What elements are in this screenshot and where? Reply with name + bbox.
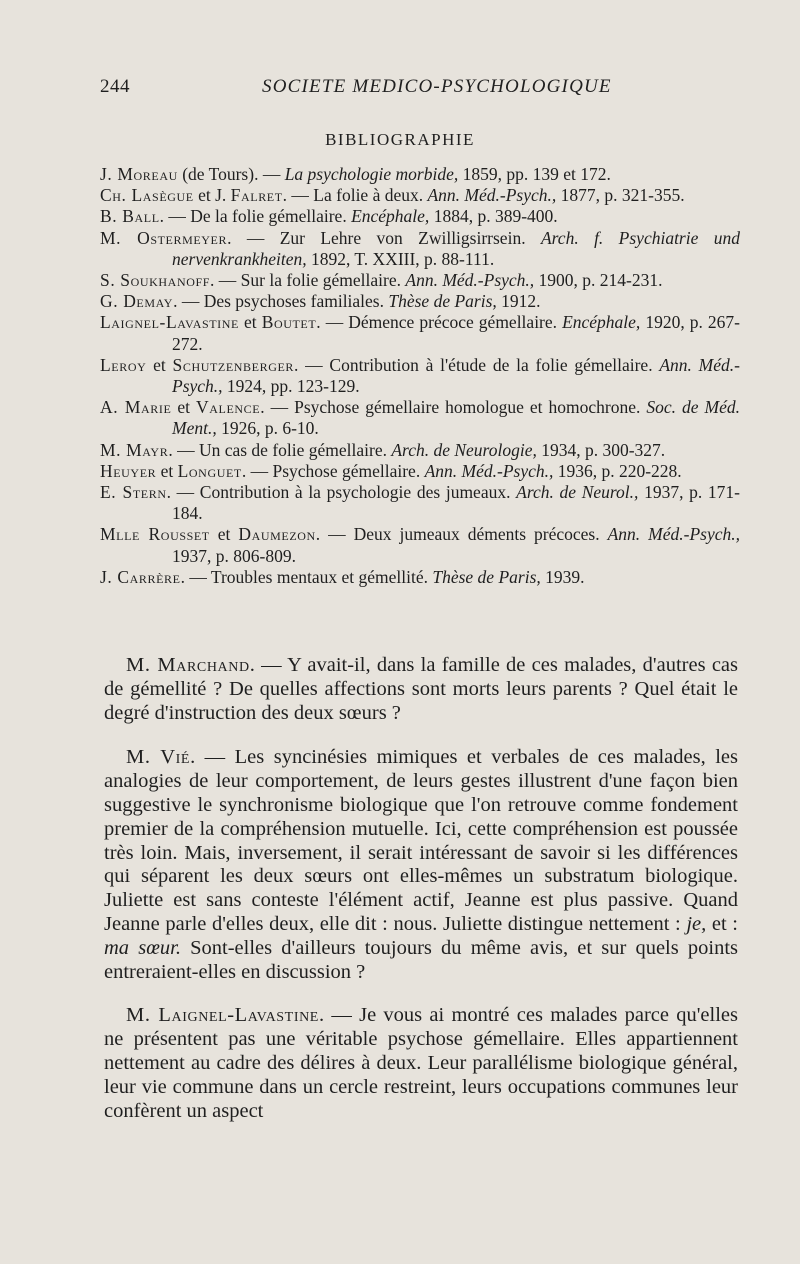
paragraph-text: et : — [706, 912, 738, 935]
entry-author: G. Demay — [100, 291, 174, 312]
entry-source-title: Ann. Méd.-Psych., — [427, 185, 557, 206]
entry-text: . — Des psychoses familiales. — [173, 291, 389, 312]
entry-source-title: Arch. de Neurologie, — [391, 439, 537, 460]
entry-author: Mlle Rousset — [100, 524, 210, 545]
bibliography-list — [100, 164, 740, 588]
entry-coauthor: Daumezon — [238, 524, 316, 545]
entry-details: 1920, p. 267-272. — [172, 312, 740, 354]
entry-text: . — Démence précoce gémellaire. — [316, 312, 563, 333]
discussion-paragraph — [104, 654, 738, 725]
entry-details: 1900, p. 214-231. — [534, 270, 663, 291]
entry-text: . — Deux jumeaux déments précoces. — [315, 524, 608, 545]
entry-coauthor: Falret — [230, 185, 283, 206]
entry-details: 1937, p. 806-809. — [172, 545, 296, 566]
bibliography-entry — [100, 567, 740, 588]
entry-author: A. Marie — [100, 397, 172, 418]
emphasis-text: je, — [686, 912, 707, 935]
emphasis-text: ma sœur. — [104, 936, 181, 959]
entry-text: et J. — [193, 185, 231, 206]
entry-details: 1934, p. 300-327. — [536, 439, 666, 460]
entry-author: J. Moreau — [100, 164, 178, 184]
paragraph-text: . — Les syncinésies mimiques et verbales de ces malades, les analogies de leur comportement, de leurs gestes illustrent d'une façon bien suggestive le synchronisme biologique que l'on retrouve comme fondement premier de la compréhension mutuelle. Ici, cette compréhension est poussée très loin. Mais, inversement, il serait intéressant de savoir si les différences qui séparent les deux sœurs ont elles-mêmes un substratum biologique. Juliette est sans conteste l'élément actif, Jeanne est plus passive. Quand Jeanne parle d'elles deux, elle dit : nous. Juliette distingue nettement : — [104, 746, 738, 935]
entry-source-title: Ann. Méd.-Psych., — [172, 354, 740, 397]
discussion-paragraph — [104, 746, 738, 984]
page-number: 244 — [100, 76, 130, 97]
entry-details: 1924, pp. 123-129. — [222, 376, 360, 397]
entry-author: B. Ball — [100, 206, 160, 227]
bibliography-entry — [100, 270, 740, 291]
entry-author: Leroy — [100, 354, 147, 375]
entry-text: . — La folie à deux. — [282, 185, 428, 206]
entry-author: S. Soukhanoff — [100, 270, 211, 291]
entry-author: E. Stern — [100, 482, 167, 503]
running-title: SOCIETE MEDICO-PSYCHOLOGIQUE — [262, 76, 612, 97]
bibliography-entry — [100, 164, 740, 185]
entry-source-title: Encéphale, — [351, 206, 430, 227]
bibliography-entry — [100, 312, 740, 354]
entry-details: 1877, p. 321-355. — [556, 185, 685, 206]
entry-text: . — Psychose gémellaire. — [241, 460, 425, 481]
entry-coauthor: Schutzenberger — [172, 354, 294, 375]
entry-coauthor: Longuet — [177, 460, 242, 481]
discussion-text — [104, 654, 738, 1143]
entry-text: et — [146, 354, 173, 375]
entry-source-title: Soc. de Méd. Ment., — [172, 397, 740, 439]
entry-details: 1926, p. 6-10. — [216, 418, 319, 439]
entry-text: . — Contribution à l'étude de la folie gémellaire. — [294, 354, 660, 375]
entry-author: Heuyer — [100, 460, 157, 481]
entry-coauthor: Valence — [196, 397, 261, 418]
bibliography-entry — [100, 355, 740, 397]
entry-details: 1884, p. 389-400. — [429, 206, 558, 227]
bibliography-entry — [100, 228, 740, 270]
entry-source-title: Encéphale, — [562, 312, 641, 333]
entry-source-title: Thèse de Paris, — [432, 566, 541, 587]
entry-details: 1936, p. 220-228. — [553, 460, 682, 481]
bibliography-entry — [100, 440, 740, 461]
entry-author: Ch. Lasègue — [100, 185, 194, 206]
entry-details: 1939. — [540, 566, 585, 587]
entry-text: (de Tours). — — [177, 164, 285, 184]
entry-details: 1892, T. XXIII, p. 88-111. — [306, 248, 495, 269]
entry-source-title: Ann. Méd.-Psych., — [607, 524, 740, 545]
bibliography-entry — [100, 482, 740, 524]
entry-coauthor: Boutet — [261, 312, 317, 333]
entry-author: J. Carrère — [100, 566, 181, 587]
page-header — [100, 76, 740, 100]
entry-text: . — Sur la folie gémellaire. — [210, 270, 406, 291]
entry-author: Laignel-Lavastine — [100, 312, 239, 333]
paragraph-text: . — Je vous ai montré ces malades parce qu'elles ne présentent pas une véritable psychose gémellaire. Elles appartiennent nettement au cadre des délires à deux. Leur parallélisme biologique général, leur vie commune dans un cercle restreint, leurs occupations communes leur confèrent un aspect — [104, 1004, 738, 1122]
entry-text: et — [238, 312, 262, 333]
entry-details: 1859, pp. 139 et 172. — [458, 164, 611, 184]
entry-author: M. Mayr — [100, 439, 169, 460]
bibliography-entry — [100, 206, 740, 227]
speaker-name: M. Laignel-Lavastine — [126, 1004, 319, 1027]
bibliography-entry — [100, 291, 740, 312]
bibliography-entry — [100, 524, 740, 566]
bibliography-entry — [100, 185, 740, 206]
paragraph-text: Sont-elles d'ailleurs toujours du même avis, et sur quels points entreraient-elles en discussion ? — [104, 936, 738, 983]
entry-text: . — Zur Lehre von Zwilligsirrsein. — [227, 227, 541, 248]
speaker-name: M. Vié — [126, 746, 191, 769]
entry-details: 1937, p. 171-184. — [172, 482, 740, 524]
entry-source-title: Ann. Méd.-Psych., — [424, 460, 554, 481]
section-title: BIBLIOGRAPHIE — [325, 130, 475, 149]
entry-source-title: Ann. Méd.-Psych., — [405, 270, 535, 291]
entry-source-title: Arch. de Neurol., — [516, 482, 639, 503]
entry-text: . — Contribution à la psychologie des jumeaux. — [166, 482, 517, 503]
entry-text: et — [156, 460, 178, 481]
entry-text: . — Troubles mentaux et gémellité. — [180, 566, 433, 587]
entry-text: . — Psychose gémellaire homologue et homochrone. — [260, 397, 647, 418]
bibliography-entry — [100, 461, 740, 482]
entry-details: 1912. — [496, 291, 541, 312]
entry-author: M. Ostermeyer — [100, 227, 228, 248]
entry-text: . — De la folie gémellaire. — [159, 206, 352, 227]
discussion-paragraph — [104, 1004, 738, 1123]
entry-source-title: La psychologie morbide, — [284, 164, 459, 184]
entry-source-title: Thèse de Paris, — [388, 291, 497, 312]
entry-text: et — [171, 397, 197, 418]
paragraph-text: . — Y avait-il, dans la famille de ces malades, d'autres cas de gémellité ? De quelles affections sont morts leurs parents ? Quel était le degré d'instruction des deux sœurs ? — [104, 654, 738, 724]
speaker-name: M. Marchand — [126, 654, 250, 676]
entry-source-title: Arch. f. Psychiatrie und nervenkrankheiten, — [172, 227, 740, 269]
entry-text: et — [209, 524, 239, 545]
bibliography-entry — [100, 397, 740, 439]
entry-text: . — Un cas de folie gémellaire. — [168, 439, 392, 460]
